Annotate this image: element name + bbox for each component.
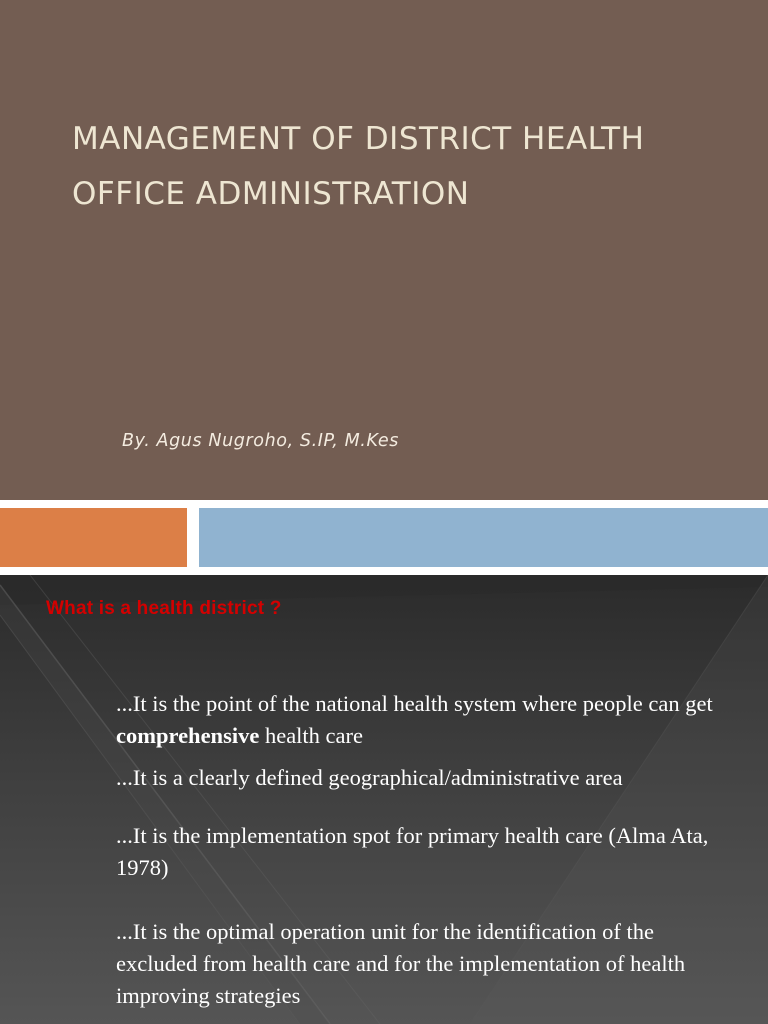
slide-author: By. Agus Nugroho, S.IP, M.Kes bbox=[122, 431, 399, 451]
bullet-text: health care bbox=[259, 723, 364, 748]
slide-footer-band bbox=[0, 500, 768, 575]
bullet-item: ...It is a clearly defined geographical/administrative area bbox=[116, 765, 623, 790]
orange-accent-bar bbox=[0, 508, 187, 567]
bullet-list bbox=[116, 688, 716, 1012]
slide-title: MANAGEMENT OF DISTRICT HEALTH OFFICE ADMINISTRATION bbox=[72, 121, 645, 212]
bullet-item: ...It is the optimal operation unit for the identification of the excluded from health care and for the implementation of health improving strategies bbox=[116, 919, 686, 1008]
bullet-bold-text: comprehensive bbox=[116, 723, 260, 748]
blue-accent-bar bbox=[199, 508, 768, 567]
slide-heading: What is a health district ? bbox=[46, 598, 282, 619]
bullet-item bbox=[116, 688, 716, 752]
title-slide bbox=[0, 0, 768, 500]
bullet-item: ...It is the implementation spot for primary health care (Alma Ata, 1978) bbox=[116, 823, 709, 880]
content-slide bbox=[0, 575, 768, 1024]
bullet-text: ...It is the point of the national health system where people can get bbox=[116, 691, 713, 716]
